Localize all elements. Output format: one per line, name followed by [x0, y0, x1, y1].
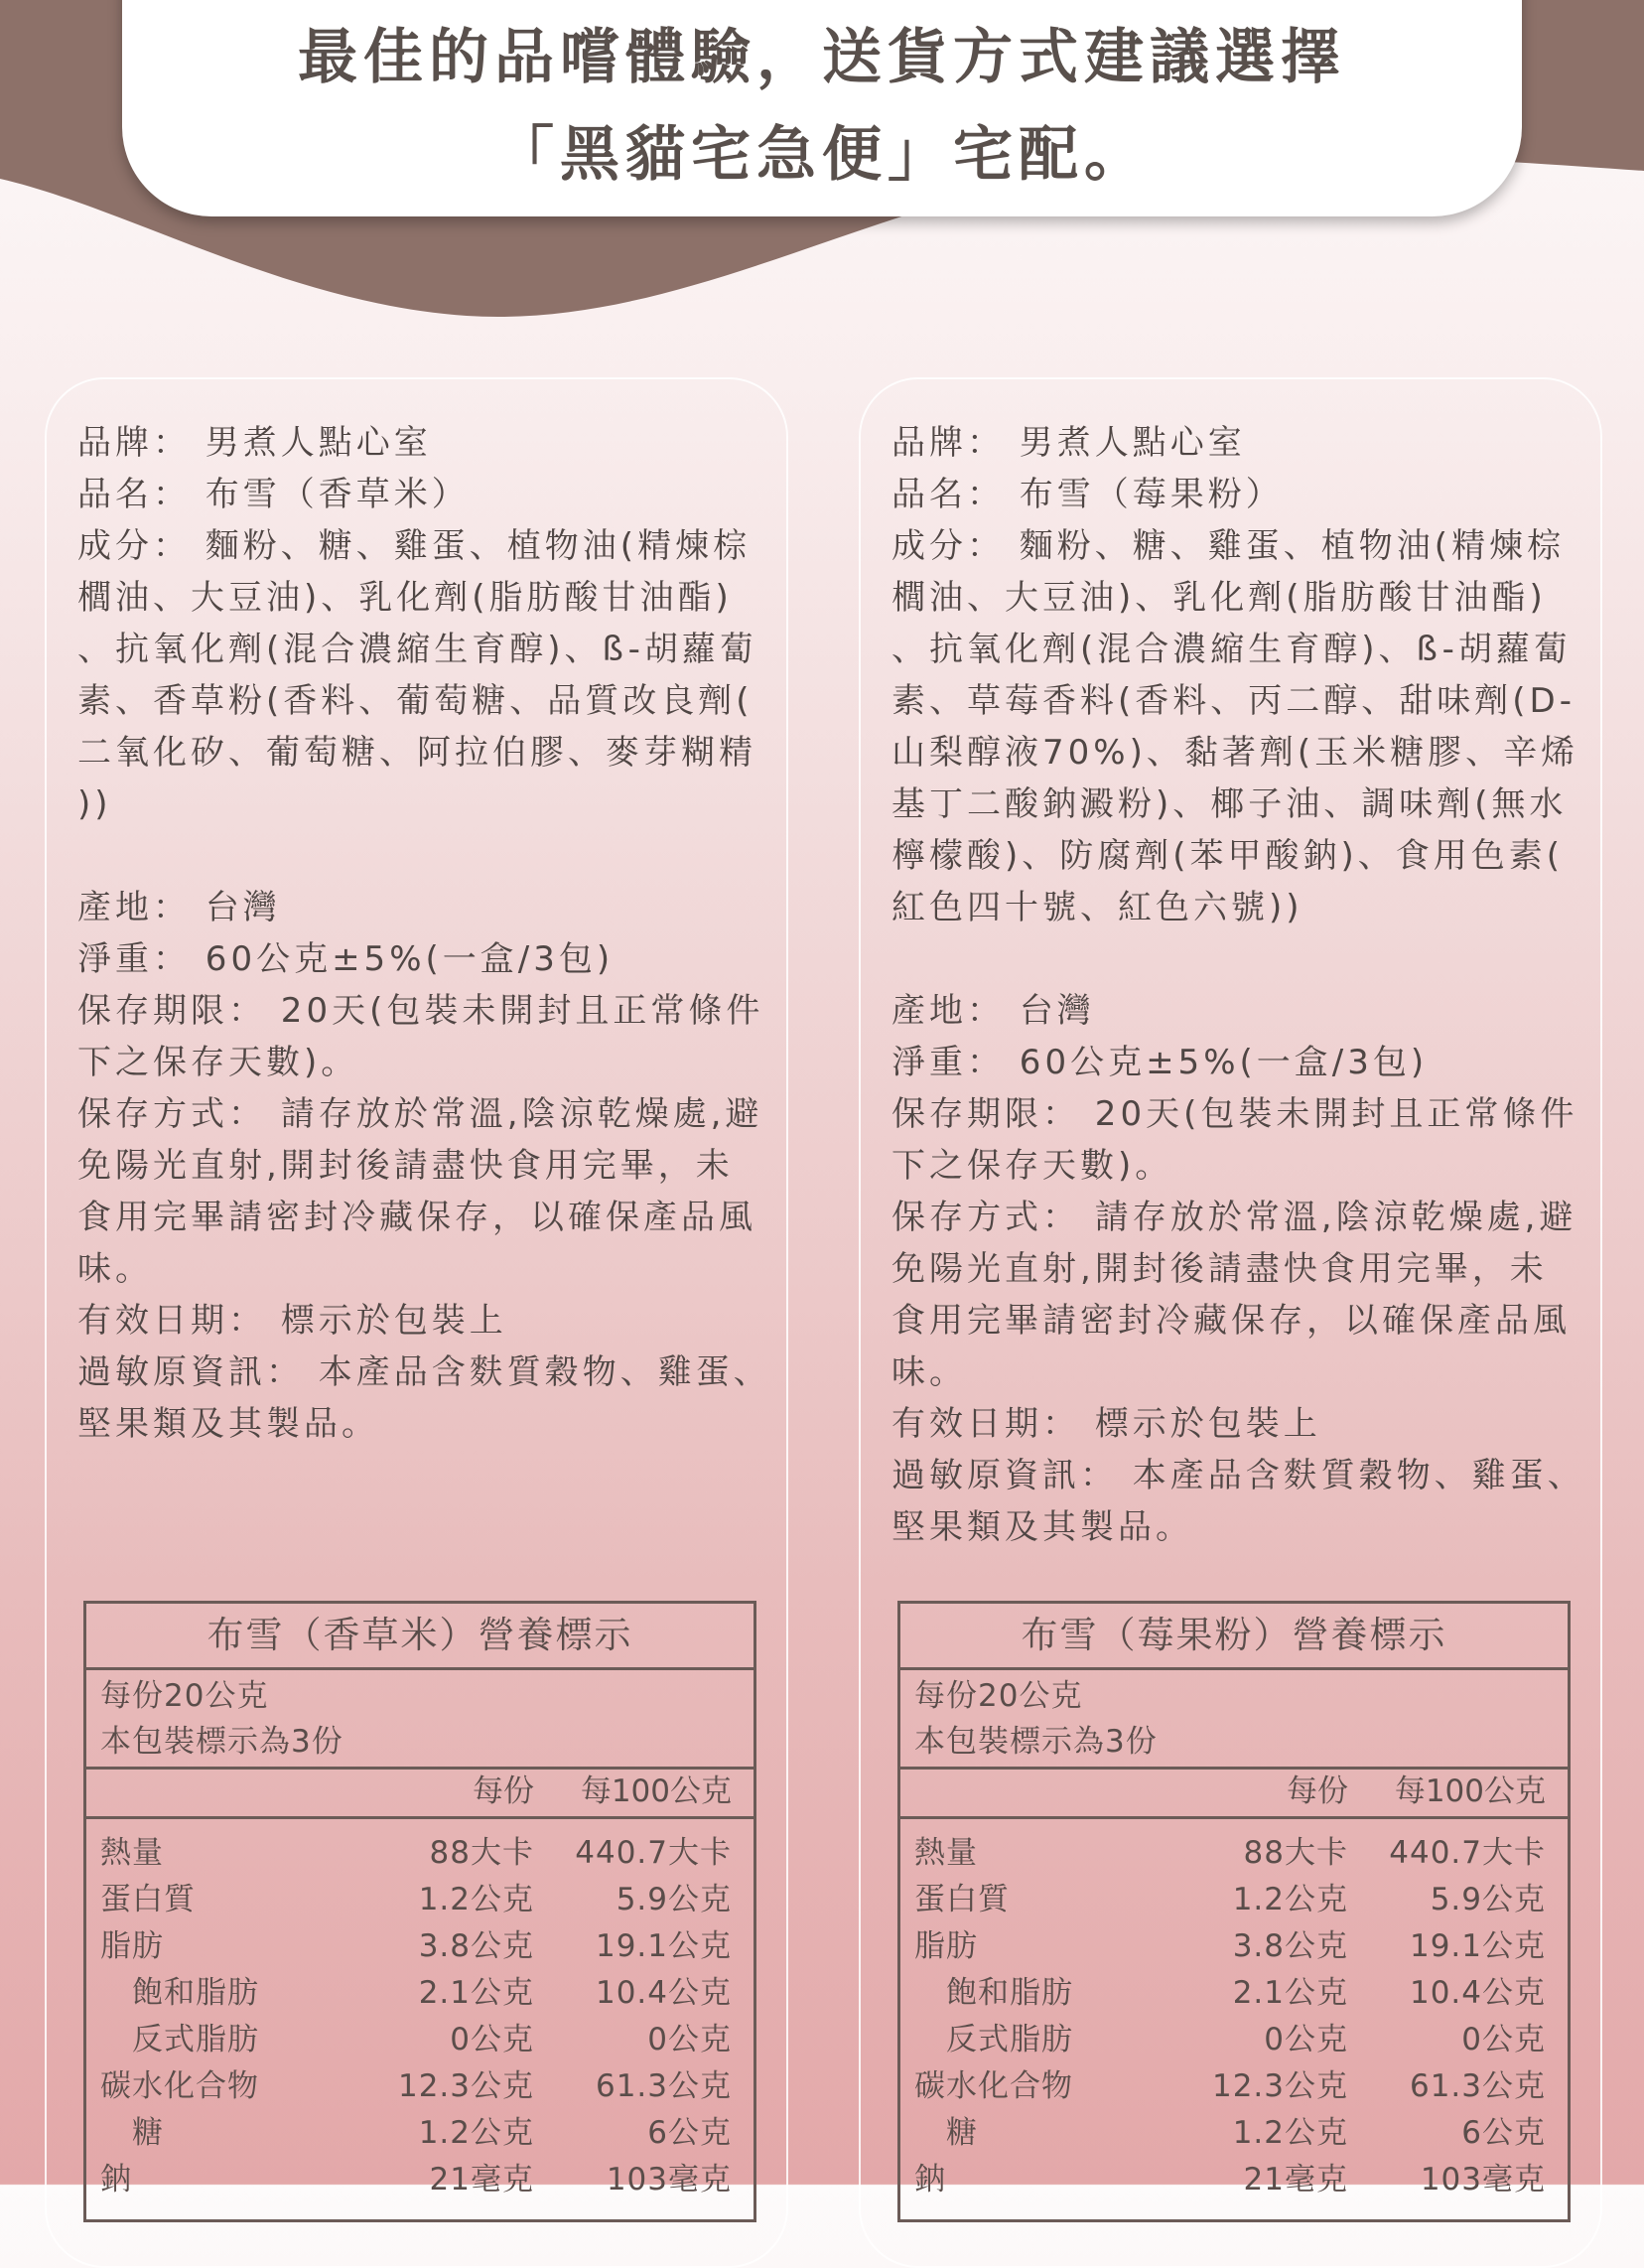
col-header-per-100g: 每100公克 [580, 1773, 732, 1809]
info-line: 二氧化矽、葡萄糖、阿拉伯膠、麥芽糊精 [77, 733, 756, 773]
info-line: 味。 [891, 1352, 967, 1392]
value-per-100g: 61.3公克 [595, 2068, 732, 2104]
shipping-banner [122, 0, 1522, 216]
info-line: 過敏原資訊： 本產品含麩質穀物、雞蛋、 [77, 1352, 771, 1392]
info-line: 品牌： 男煮人點心室 [891, 423, 1246, 463]
value-per-100g: 19.1公克 [1409, 1928, 1546, 1964]
info-line: 素、草莓香料(香料、丙二醇、甜味劑(D- [891, 681, 1576, 721]
info-line: 下之保存天數)。 [77, 1043, 359, 1082]
info-line: 產地： 台灣 [891, 991, 1095, 1031]
servings-per-package: 本包裝標示為3份 [100, 1724, 343, 1760]
info-line: 過敏原資訊： 本產品含麩質穀物、雞蛋、 [891, 1456, 1585, 1495]
info-line: 味。 [77, 1249, 153, 1289]
nutrient-name: 蛋白質 [914, 1882, 1010, 1917]
nutrition-row [86, 2110, 754, 2157]
col-header-per-serving: 每份 [1287, 1773, 1348, 1809]
nutrient-name: 鈉 [100, 2162, 132, 2197]
product-info-vanilla [77, 417, 771, 1450]
nutrient-name: 碳水化合物 [914, 2068, 1073, 2104]
nutrition-row [900, 2017, 1568, 2063]
nutrient-name: 飽和脂肪 [946, 1975, 1073, 2011]
info-line: 素、香草粉(香料、葡萄糖、品質改良劑( [77, 681, 754, 721]
nutrition-row [86, 1970, 754, 2017]
info-line: 品名： 布雪（香草米） [77, 475, 470, 514]
nutrient-name: 熱量 [100, 1835, 164, 1871]
serving-size: 每份20公克 [100, 1678, 269, 1714]
nutrient-name: 反式脂肪 [132, 2022, 259, 2057]
value-per-serving: 88大卡 [429, 1835, 534, 1871]
nutrition-row [900, 1877, 1568, 1923]
info-line: 堅果類及其製品。 [77, 1404, 379, 1444]
info-line: 有效日期： 標示於包裝上 [891, 1404, 1321, 1444]
nutrition-row [900, 2157, 1568, 2203]
info-line: 品名： 布雪（莓果粉） [891, 475, 1284, 514]
info-line: 基丁二酸鈉澱粉)、椰子油、調味劑(無水 [891, 784, 1568, 824]
info-line: 食用完畢請密封冷藏保存，以確保產品風 [77, 1198, 756, 1237]
info-line: 下之保存天數)。 [891, 1146, 1173, 1186]
table-divider [900, 1816, 1568, 1819]
nutrient-name: 飽和脂肪 [132, 1975, 259, 2011]
value-per-serving: 0公克 [450, 2022, 534, 2057]
col-header-per-serving: 每份 [473, 1773, 534, 1809]
serving-info [100, 1673, 343, 1765]
nutrition-rows [86, 1830, 754, 2203]
info-line: 食用完畢請密封冷藏保存，以確保產品風 [891, 1301, 1571, 1341]
info-line: 保存期限： 20天(包裝未開封且正常條件 [891, 1094, 1578, 1134]
info-line: 、抗氧化劑(混合濃縮生育醇)、ß-胡蘿蔔 [891, 630, 1572, 669]
nutrition-row [900, 2110, 1568, 2157]
value-per-serving: 3.8公克 [418, 1928, 534, 1964]
info-line: 淨重： 60公克±5%(一盒/3包) [891, 1043, 1429, 1082]
serving-info [914, 1673, 1158, 1765]
info-line: 淨重： 60公克±5%(一盒/3包) [77, 939, 615, 979]
value-per-100g: 6公克 [1461, 2115, 1546, 2151]
info-line: 成分： 麵粉、糖、雞蛋、植物油(精煉棕 [77, 526, 752, 566]
info-line: 產地： 台灣 [77, 888, 281, 927]
nutrient-name: 蛋白質 [100, 1882, 196, 1917]
value-per-serving: 0公克 [1264, 2022, 1348, 2057]
info-line: 紅色四十號、紅色六號)) [891, 888, 1303, 927]
nutrition-title: 布雪（香草米）營養標示 [86, 1604, 754, 1670]
value-per-100g: 6公克 [647, 2115, 732, 2151]
nutrition-row [86, 2063, 754, 2110]
nutrition-row [900, 1970, 1568, 2017]
value-per-100g: 19.1公克 [595, 1928, 732, 1964]
value-per-serving: 88大卡 [1243, 1835, 1348, 1871]
value-per-serving: 2.1公克 [1232, 1975, 1348, 2011]
info-line: 保存期限： 20天(包裝未開封且正常條件 [77, 991, 764, 1031]
product-info-berry [891, 417, 1585, 1553]
info-line: 免陽光直射,開封後請盡快食用完畢，未 [77, 1146, 734, 1186]
value-per-100g: 0公克 [1461, 2022, 1546, 2057]
nutrition-table-vanilla [83, 1601, 756, 2222]
info-line: 免陽光直射,開封後請盡快食用完畢，未 [891, 1249, 1548, 1289]
value-per-100g: 440.7大卡 [575, 1835, 732, 1871]
value-per-serving: 12.3公克 [397, 2068, 534, 2104]
value-per-serving: 21毫克 [429, 2162, 534, 2197]
info-line [891, 933, 1576, 985]
nutrition-row [86, 2157, 754, 2203]
info-line [77, 830, 762, 882]
info-line: 山梨醇液70%)、黏著劑(玉米糖膠、辛烯 [891, 733, 1579, 773]
info-line: )) [77, 784, 112, 824]
nutrition-rows [900, 1830, 1568, 2203]
nutrition-title: 布雪（莓果粉）營養標示 [900, 1604, 1568, 1670]
nutrient-name: 碳水化合物 [100, 2068, 259, 2104]
info-line: 有效日期： 標示於包裝上 [77, 1301, 507, 1341]
nutrient-name: 熱量 [914, 1835, 978, 1871]
info-line: 保存方式： 請存放於常溫,陰涼乾燥處,避 [77, 1094, 763, 1134]
info-line: 品牌： 男煮人點心室 [77, 423, 432, 463]
table-divider [86, 1816, 754, 1819]
value-per-100g: 5.9公克 [616, 1882, 732, 1917]
nutrient-name: 糖 [946, 2115, 978, 2151]
value-per-100g: 103毫克 [606, 2162, 732, 2197]
value-per-serving: 2.1公克 [418, 1975, 534, 2011]
banner-line-1: 最佳的品嚐體驗，送貨方式建議選擇 [298, 23, 1346, 92]
value-per-serving: 1.2公克 [418, 1882, 534, 1917]
value-per-100g: 61.3公克 [1409, 2068, 1546, 2104]
value-per-serving: 3.8公克 [1232, 1928, 1348, 1964]
info-line: 堅果類及其製品。 [891, 1507, 1193, 1547]
serving-size: 每份20公克 [914, 1678, 1083, 1714]
nutrient-name: 脂肪 [914, 1928, 978, 1964]
value-per-serving: 1.2公克 [1232, 2115, 1348, 2151]
info-line: 櫚油、大豆油)、乳化劑(脂肪酸甘油酯) [891, 578, 1547, 618]
value-per-100g: 0公克 [647, 2022, 732, 2057]
servings-per-package: 本包裝標示為3份 [914, 1724, 1158, 1760]
nutrient-name: 反式脂肪 [946, 2022, 1073, 2057]
info-line: 成分： 麵粉、糖、雞蛋、植物油(精煉棕 [891, 526, 1566, 566]
nutrition-row [86, 2017, 754, 2063]
value-per-100g: 5.9公克 [1430, 1882, 1546, 1917]
nutrition-row [86, 1877, 754, 1923]
value-per-100g: 10.4公克 [1409, 1975, 1546, 2011]
nutrition-row [86, 1923, 754, 1970]
info-line: 、抗氧化劑(混合濃縮生育醇)、ß-胡蘿蔔 [77, 630, 757, 669]
nutrition-row [900, 1923, 1568, 1970]
value-per-100g: 440.7大卡 [1389, 1835, 1546, 1871]
value-per-serving: 1.2公克 [418, 2115, 534, 2151]
value-per-100g: 10.4公克 [595, 1975, 732, 2011]
nutrition-row [900, 2063, 1568, 2110]
nutrition-row [900, 1830, 1568, 1877]
banner-line-2: 「黑貓宅急便」宅配。 [494, 120, 1150, 190]
value-per-100g: 103毫克 [1420, 2162, 1546, 2197]
col-header-per-100g: 每100公克 [1394, 1773, 1546, 1809]
value-per-serving: 21毫克 [1243, 2162, 1348, 2197]
nutrient-name: 糖 [132, 2115, 164, 2151]
nutrition-row [86, 1830, 754, 1877]
value-per-serving: 12.3公克 [1211, 2068, 1348, 2104]
nutrition-table-berry [897, 1601, 1571, 2222]
info-line: 檸檬酸)、防腐劑(苯甲酸鈉)、食用色素( [891, 836, 1565, 876]
info-line: 櫚油、大豆油)、乳化劑(脂肪酸甘油酯) [77, 578, 733, 618]
info-line: 保存方式： 請存放於常溫,陰涼乾燥處,避 [891, 1198, 1577, 1237]
nutrient-name: 鈉 [914, 2162, 946, 2197]
value-per-serving: 1.2公克 [1232, 1882, 1348, 1917]
nutrient-name: 脂肪 [100, 1928, 164, 1964]
